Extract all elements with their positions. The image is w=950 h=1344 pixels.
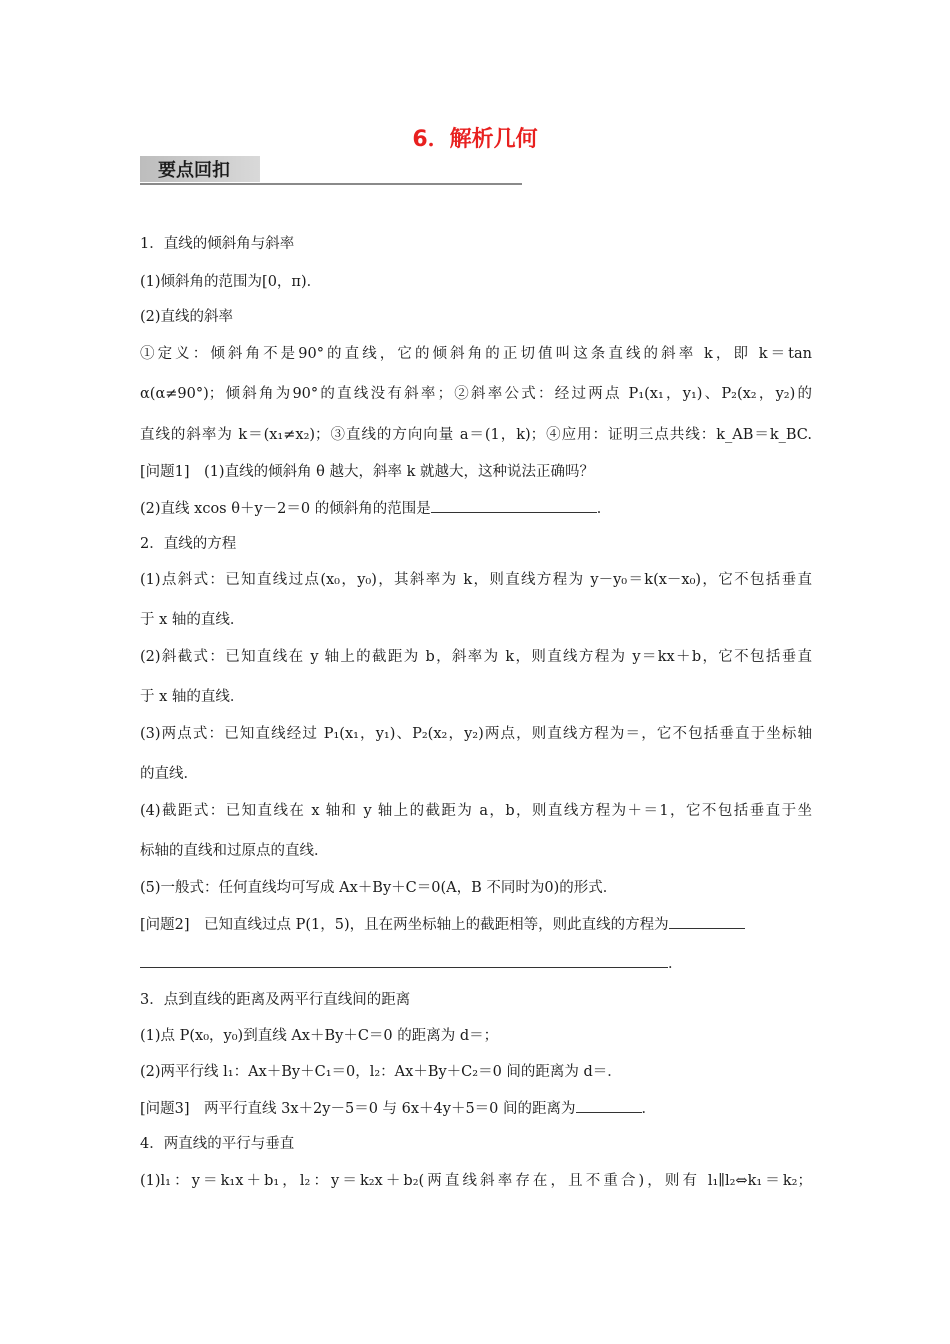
text-line: (1)l₁：y＝k₁x＋b₁，l₂：y＝k₂x＋b₂(两直线斜率存在，且不重合)，则有 l₁∥l₂⇔k₁＝k₂； xyxy=(140,1173,812,1189)
heading-2: 2．直线的方程 xyxy=(140,536,237,552)
text-line: (1)倾斜角的范围为[0，π)． xyxy=(140,274,322,290)
text-line: 标轴的直线和过原点的直线． xyxy=(140,843,329,859)
heading-1: 1．直线的倾斜角与斜率 xyxy=(140,236,295,252)
text-line: (3)两点式：已知直线经过 P₁(x₁，y₁)、P₂(x₂，y₂)两点，则直线方程为＝，它不包括垂直于坐标轴 xyxy=(140,726,812,742)
text-line: (2)斜截式：已知直线在 y 轴上的截距为 b，斜率为 k，则直线方程为 y＝kx＋b，它不包括垂直 xyxy=(140,649,812,665)
text-line: (2)两平行线 l₁：Ax＋By＋C₁＝0，l₂：Ax＋By＋C₂＝0 间的距离为 d＝． xyxy=(140,1064,622,1080)
section-header xyxy=(140,153,522,185)
question-text: [问题2] 已知直线过点 P(1，5)，且在两坐标轴上的截距相等，则此直线的方程为 xyxy=(140,917,669,933)
text-line: (2)直线的斜率 xyxy=(140,309,234,325)
question-3 xyxy=(140,1098,656,1119)
answer-blank xyxy=(140,953,668,968)
text-line: 于 x 轴的直线． xyxy=(140,612,245,628)
text-line: 直线的斜率为 k＝(x₁≠x₂)；③直线的方向向量 a＝(1，k)；④应用：证明三点共线：k_AB＝k_BC. xyxy=(140,427,812,443)
question-2 xyxy=(140,914,745,935)
question-2-answer-line xyxy=(140,953,683,974)
answer-blank xyxy=(576,1098,642,1113)
answer-blank xyxy=(669,914,745,929)
page-title: 6．解析几何 xyxy=(412,127,538,152)
text-line: 于 x 轴的直线． xyxy=(140,689,245,705)
text-line: (4)截距式：已知直线在 x 轴和 y 轴上的截距为 a，b，则直线方程为＋＝1，它不包括垂直于坐 xyxy=(140,803,812,819)
period: ． xyxy=(668,956,683,972)
question-1-part-2 xyxy=(140,498,611,519)
text-line: α(α≠90°)；倾斜角为90°的直线没有斜率；②斜率公式：经过两点 P₁(x₁，y₁)、P₂(x₂，y₂)的 xyxy=(140,386,812,402)
text-line: (5)一般式：任何直线均可写成 Ax＋By＋C＝0(A，B 不同时为0)的形式． xyxy=(140,880,618,896)
text-line: 的直线． xyxy=(140,766,198,782)
section-label: 要点回扣 xyxy=(158,160,230,181)
heading-3: 3．点到直线的距离及两平行直线间的距离 xyxy=(140,992,411,1008)
heading-4: 4．两直线的平行与垂直 xyxy=(140,1136,295,1152)
question-text: [问题3] 两平行直线 3x＋2y－5＝0 与 6x＋4y＋5＝0 间的距离为 xyxy=(140,1101,576,1117)
text-line: ①定义：倾斜角不是90°的直线，它的倾斜角的正切值叫这条直线的斜率 k，即 k＝tan xyxy=(140,346,812,362)
answer-blank xyxy=(431,498,597,513)
question-text: (2)直线 xcos θ＋y－2＝0 的倾斜角的范围是 xyxy=(140,501,431,517)
text-line: (1)点斜式：已知直线过点(x₀，y₀)，其斜率为 k，则直线方程为 y－y₀＝k(x－x₀)，它不包括垂直 xyxy=(140,572,812,588)
period: ． xyxy=(641,1101,657,1117)
period: ． xyxy=(596,501,612,517)
question-1-part-1: [问题1] (1)直线的倾斜角 θ 越大，斜率 k 就越大，这种说法正确吗？ xyxy=(140,464,595,480)
text-line: (1)点 P(x₀，y₀)到直线 Ax＋By＋C＝0 的距离为 d＝； xyxy=(140,1028,499,1044)
